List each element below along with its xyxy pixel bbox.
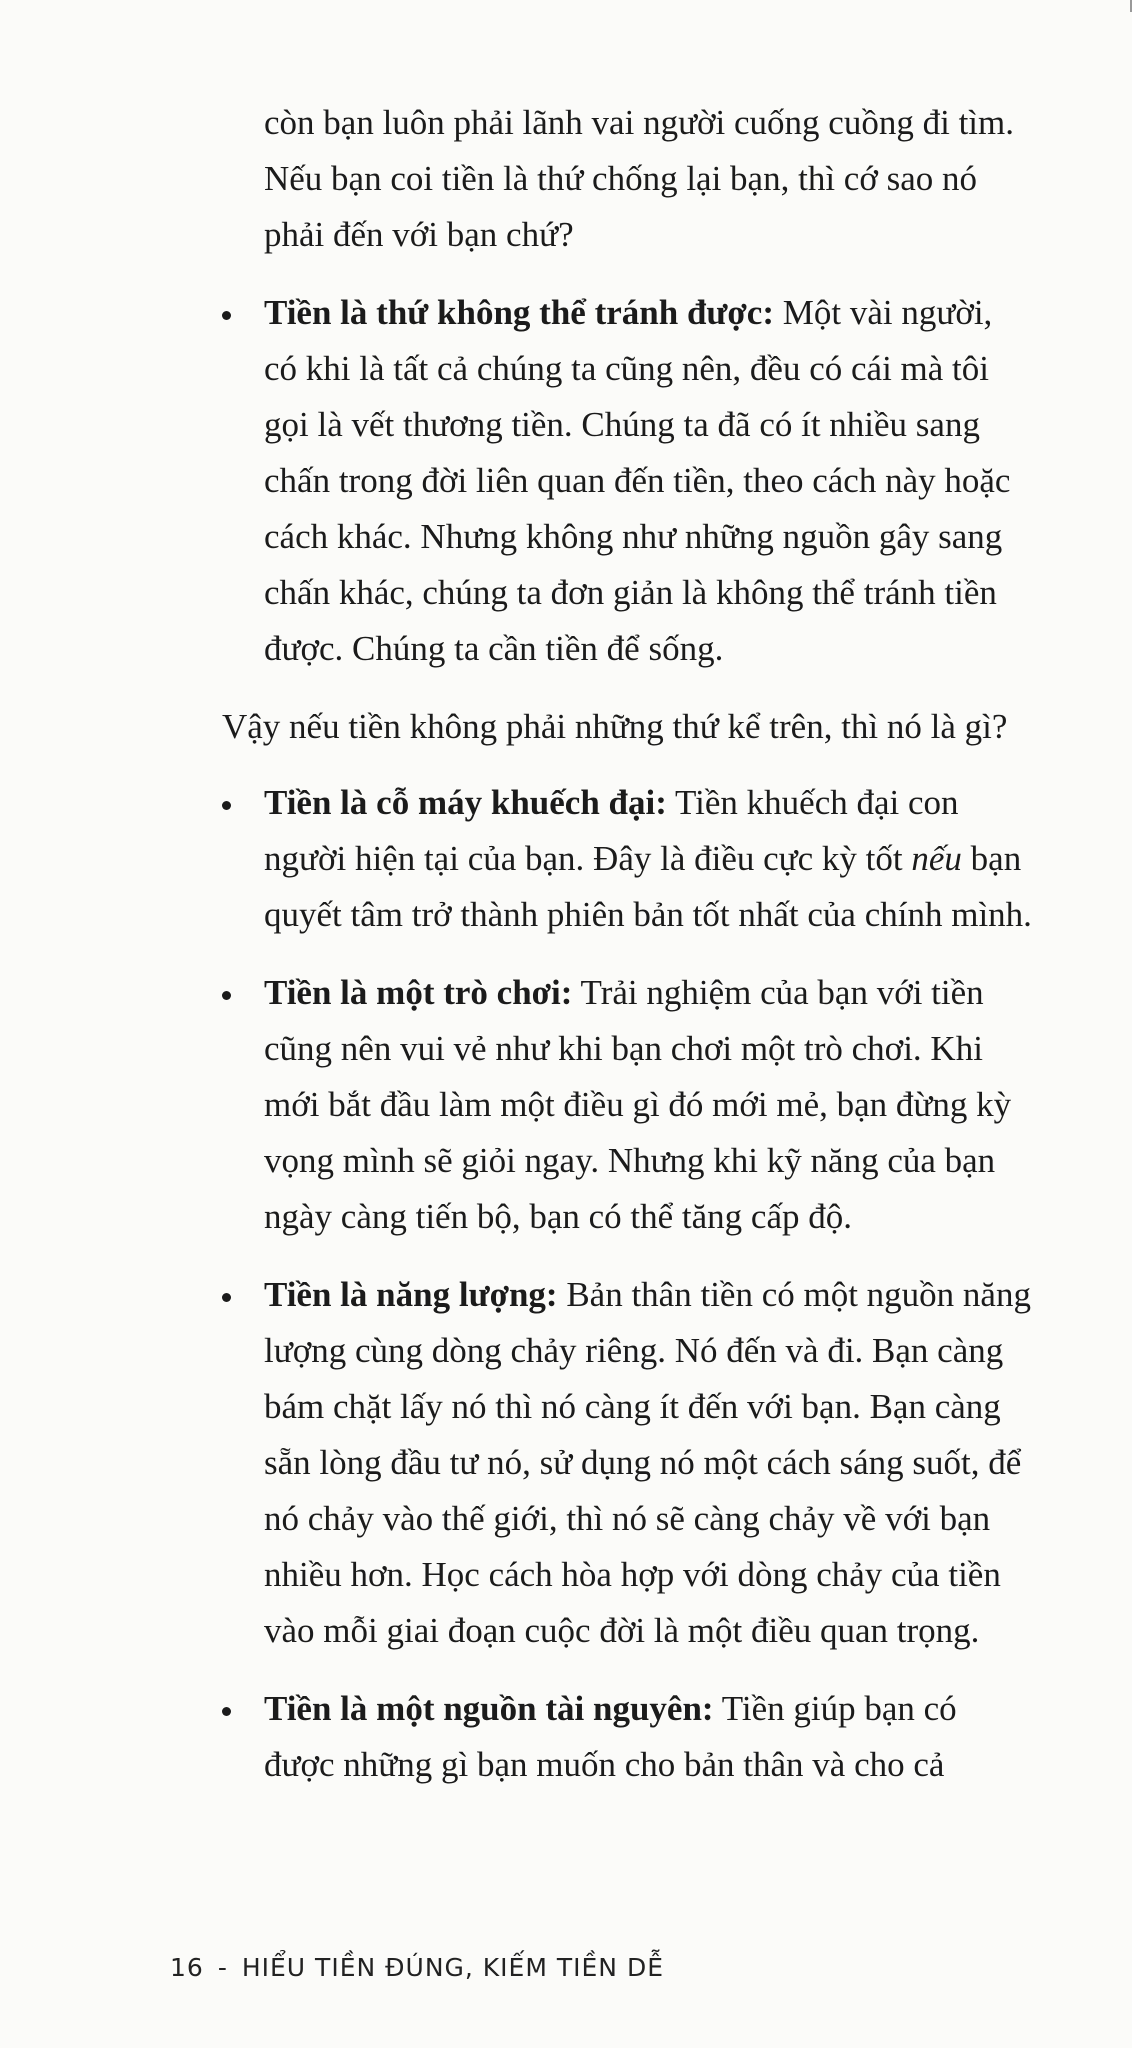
list-item-unavoidable <box>222 285 1032 677</box>
bullet-dot <box>222 1293 231 1302</box>
list-item-game <box>222 965 1032 1245</box>
page-number: 16 <box>170 1953 204 1982</box>
list-item-term: Tiền là thứ không thể tránh được: <box>264 293 774 332</box>
list-item-text: Tiền khuếch đại con người hiện tại của bạn. Đây là điều cực kỳ tốt <box>264 783 959 878</box>
bullet-list-second <box>222 775 1032 1793</box>
list-item-term: Tiền là một nguồn tài nguyên: <box>264 1689 714 1728</box>
bullet-dot <box>222 801 231 810</box>
list-item-text: Bản thân tiền có một nguồn năng lượng cùng dòng chảy riêng. Nó đến và đi. Bạn càng bám chặt lấy nó thì nó càng ít đến với bạn. Bạn càng sẵn lòng đầu tư nó, sử dụng nó một cách sáng suốt, để nó chảy vào thế giới, thì nó sẽ càng chảy về với bạn nhiều hơn. Học cách hòa hợp với dòng chảy của tiền vào mỗi giai đoạn cuộc đời là một điều quan trọng. <box>264 1275 1031 1650</box>
list-item-term: Tiền là một trò chơi: <box>264 973 573 1012</box>
footer-separator: - <box>217 1953 228 1982</box>
list-item-energy <box>222 1267 1032 1659</box>
bullet-dot <box>222 991 231 1000</box>
list-item-text: Tiền giúp bạn có được những gì bạn muốn cho bản thân và cho cả <box>264 1689 957 1784</box>
list-item-resource <box>222 1681 1032 1793</box>
list-item-amplifier <box>222 775 1032 943</box>
running-title: HIỂU TIỀN ĐÚNG, KIẾM TIỀN DỄ <box>241 1953 664 1982</box>
list-item-term: Tiền là năng lượng: <box>264 1275 558 1314</box>
body-text <box>222 95 1032 1815</box>
page-footer <box>170 1953 664 1982</box>
continued-paragraph: còn bạn luôn phải lãnh vai người cuống cuồng đi tìm. Nếu bạn coi tiền là thứ chống lại bạn, thì cớ sao nó phải đến với bạn chứ? <box>264 103 1014 254</box>
bullet-dot <box>222 1707 231 1716</box>
question-paragraph: Vậy nếu tiền không phải những thứ kể trên, thì nó là gì? <box>222 707 1008 746</box>
list-item-text: Trải nghiệm của bạn với tiền cũng nên vui vẻ như khi bạn chơi một trò chơi. Khi mới bắt đầu làm một điều gì đó mới mẻ, bạn đừng kỳ vọng mình sẽ giỏi ngay. Nhưng khi kỹ năng của bạn ngày càng tiến bộ, bạn có thể tăng cấp độ. <box>264 973 1012 1236</box>
list-item-text: Một vài người, có khi là tất cả chúng ta cũng nên, đều có cái mà tôi gọi là vết thương tiền. Chúng ta đã có ít nhiều sang chấn trong đời liên quan đến tiền, theo cách này hoặc cách khác. Nhưng không như những nguồn gây sang chấn khác, chúng ta đơn giản là không thể tránh tiền được. Chúng ta cần tiền để sống. <box>264 293 1011 668</box>
list-item-term: Tiền là cỗ máy khuếch đại: <box>264 783 667 822</box>
list-item-text: bạn quyết tâm trở thành phiên bản tốt nhất của chính mình. <box>264 839 1032 934</box>
bullet-list-first <box>222 285 1032 677</box>
bullet-dot <box>222 311 231 320</box>
list-item-emphasis: nếu <box>911 839 962 878</box>
